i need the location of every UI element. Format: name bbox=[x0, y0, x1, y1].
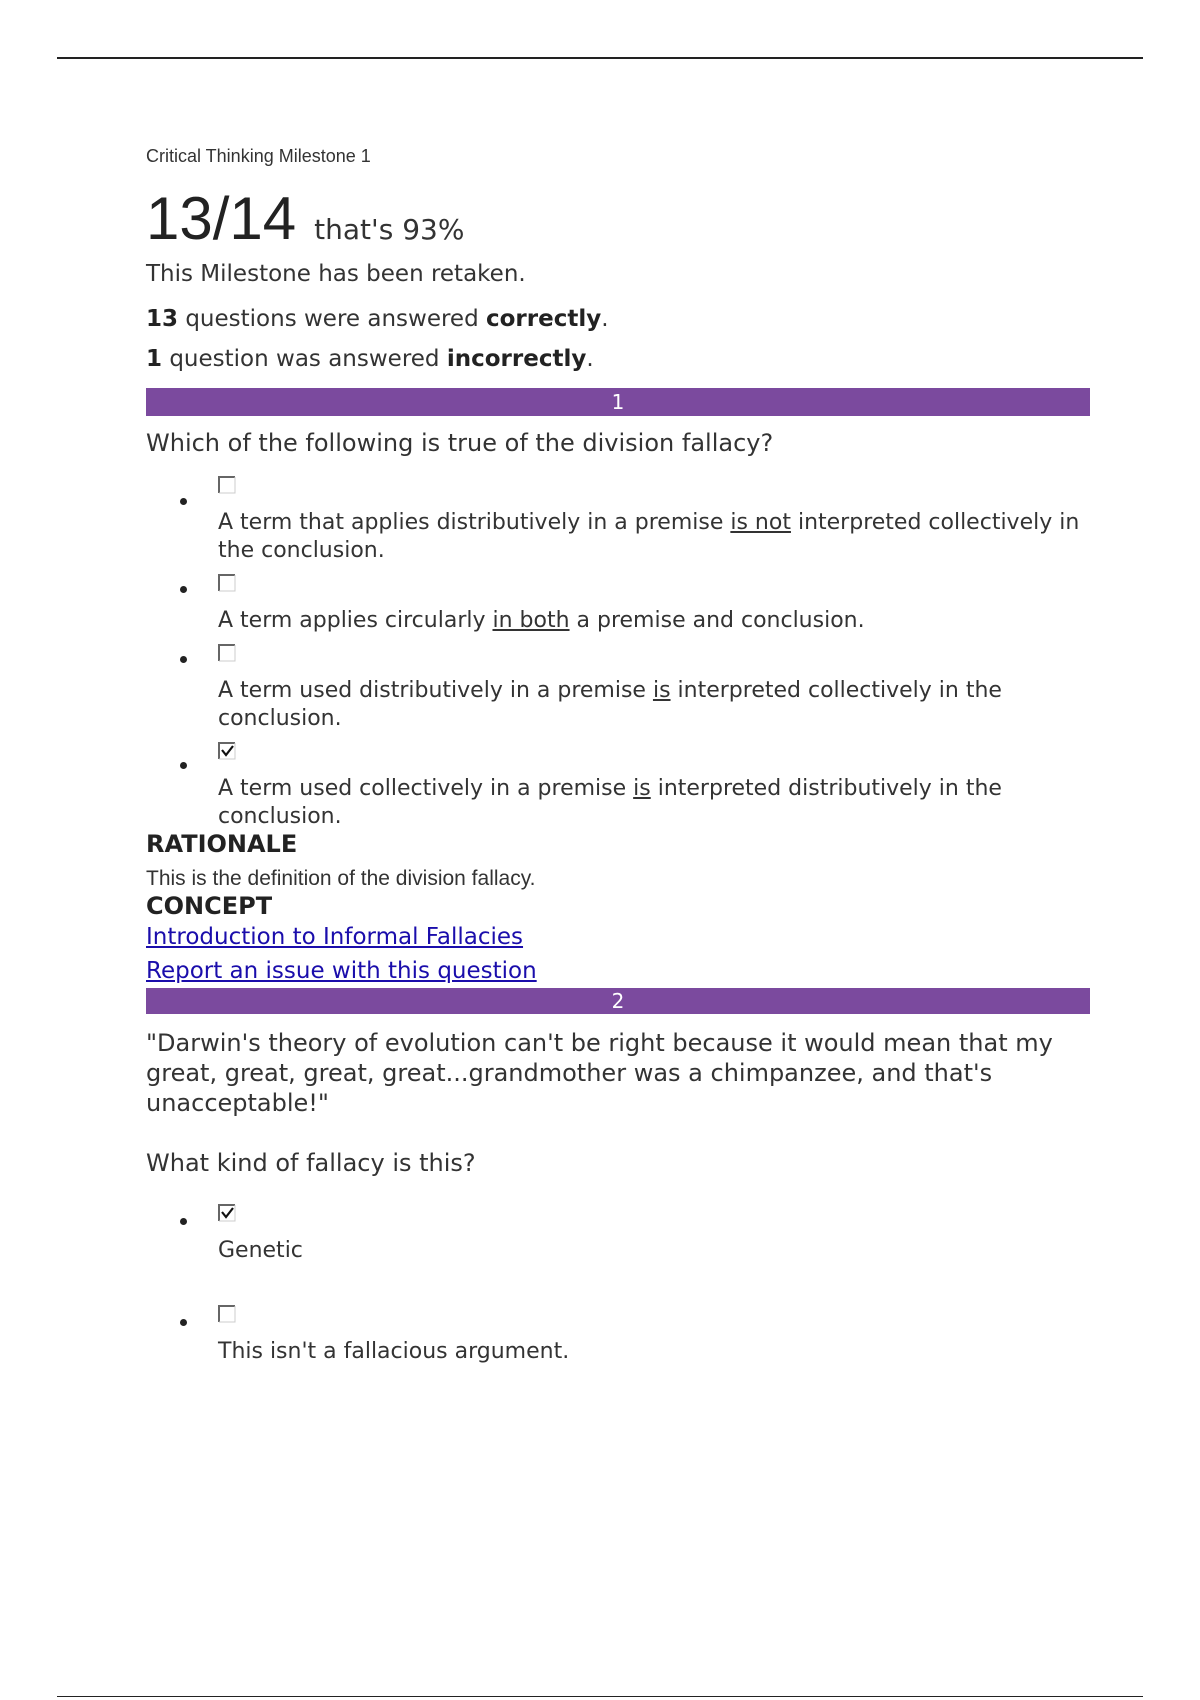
concept-link[interactable]: Introduction to Informal Fallacies bbox=[146, 924, 524, 950]
score-line bbox=[146, 185, 1090, 252]
checkbox-unchecked-icon[interactable] bbox=[218, 476, 236, 494]
period: . bbox=[586, 346, 594, 372]
incorrect-word: incorrectly bbox=[446, 346, 587, 372]
option-text: A term that applies distributively in a premise is not interpreted collectively in the conclusion. bbox=[218, 510, 1080, 563]
option-1-c[interactable] bbox=[146, 644, 1090, 742]
concept-heading: CONCEPT bbox=[146, 892, 273, 920]
option-1-a[interactable] bbox=[146, 476, 1090, 574]
question-1-header: 1 bbox=[146, 388, 1090, 416]
score-percent: that's 93% bbox=[314, 213, 465, 246]
rationale-text: This is the definition of the division fallacy. bbox=[146, 867, 536, 890]
option-text: A term applies circularly in both a premise and conclusion. bbox=[218, 608, 865, 633]
option-1-d[interactable] bbox=[146, 742, 1090, 830]
bullet-icon bbox=[180, 656, 187, 663]
document-title: Critical Thinking Milestone 1 bbox=[146, 146, 371, 166]
bullet-icon bbox=[180, 1218, 187, 1225]
question-1-text: Which of the following is true of the division fallacy? bbox=[146, 429, 774, 457]
top-rule bbox=[57, 57, 1143, 59]
option-2-b[interactable] bbox=[146, 1305, 1090, 1375]
bullet-icon bbox=[180, 586, 187, 593]
question-1-options bbox=[146, 476, 1090, 830]
option-text: A term used distributively in a premise is interpreted collectively in the conclusion. bbox=[218, 678, 1002, 731]
checkbox-checked-icon[interactable] bbox=[218, 742, 236, 760]
checkbox-unchecked-icon[interactable] bbox=[218, 1305, 236, 1323]
incorrect-middle: question was answered bbox=[169, 346, 440, 372]
bullet-icon bbox=[180, 762, 187, 769]
incorrect-count: 1 bbox=[146, 346, 163, 372]
question-2-quote: "Darwin's theory of evolution can't be right because it would mean that my great, great, great, great...grandmother was a chimpanzee, and that's unacceptable!" bbox=[146, 1029, 1053, 1117]
option-text: This isn't a fallacious argument. bbox=[218, 1339, 570, 1364]
report-issue-link[interactable]: Report an issue with this question bbox=[146, 958, 537, 984]
option-2-a[interactable] bbox=[146, 1204, 1090, 1305]
bottom-rule bbox=[57, 1696, 1143, 1697]
option-1-b[interactable] bbox=[146, 574, 1090, 644]
checkbox-unchecked-icon[interactable] bbox=[218, 574, 236, 592]
question-2-text: What kind of fallacy is this? bbox=[146, 1149, 476, 1177]
correct-middle: questions were answered bbox=[185, 306, 479, 332]
option-text: A term used collectively in a premise is interpreted distributively in the conclusion. bbox=[218, 776, 1002, 829]
correct-count: 13 bbox=[146, 306, 179, 332]
bullet-icon bbox=[180, 498, 187, 505]
bullet-icon bbox=[180, 1319, 187, 1326]
checkbox-unchecked-icon[interactable] bbox=[218, 644, 236, 662]
incorrect-summary bbox=[146, 345, 1090, 373]
checkbox-checked-icon[interactable] bbox=[218, 1204, 236, 1222]
option-text: Genetic bbox=[218, 1238, 303, 1263]
correct-summary bbox=[146, 305, 1090, 333]
retaken-notice: This Milestone has been retaken. bbox=[146, 261, 526, 287]
score: 13/14 bbox=[146, 185, 297, 252]
question-2-options bbox=[146, 1204, 1090, 1375]
question-2-header: 2 bbox=[146, 988, 1090, 1014]
correct-word: correctly bbox=[486, 306, 602, 332]
document-page bbox=[146, 146, 1090, 1375]
rationale-heading: RATIONALE bbox=[146, 830, 298, 858]
period: . bbox=[601, 306, 609, 332]
